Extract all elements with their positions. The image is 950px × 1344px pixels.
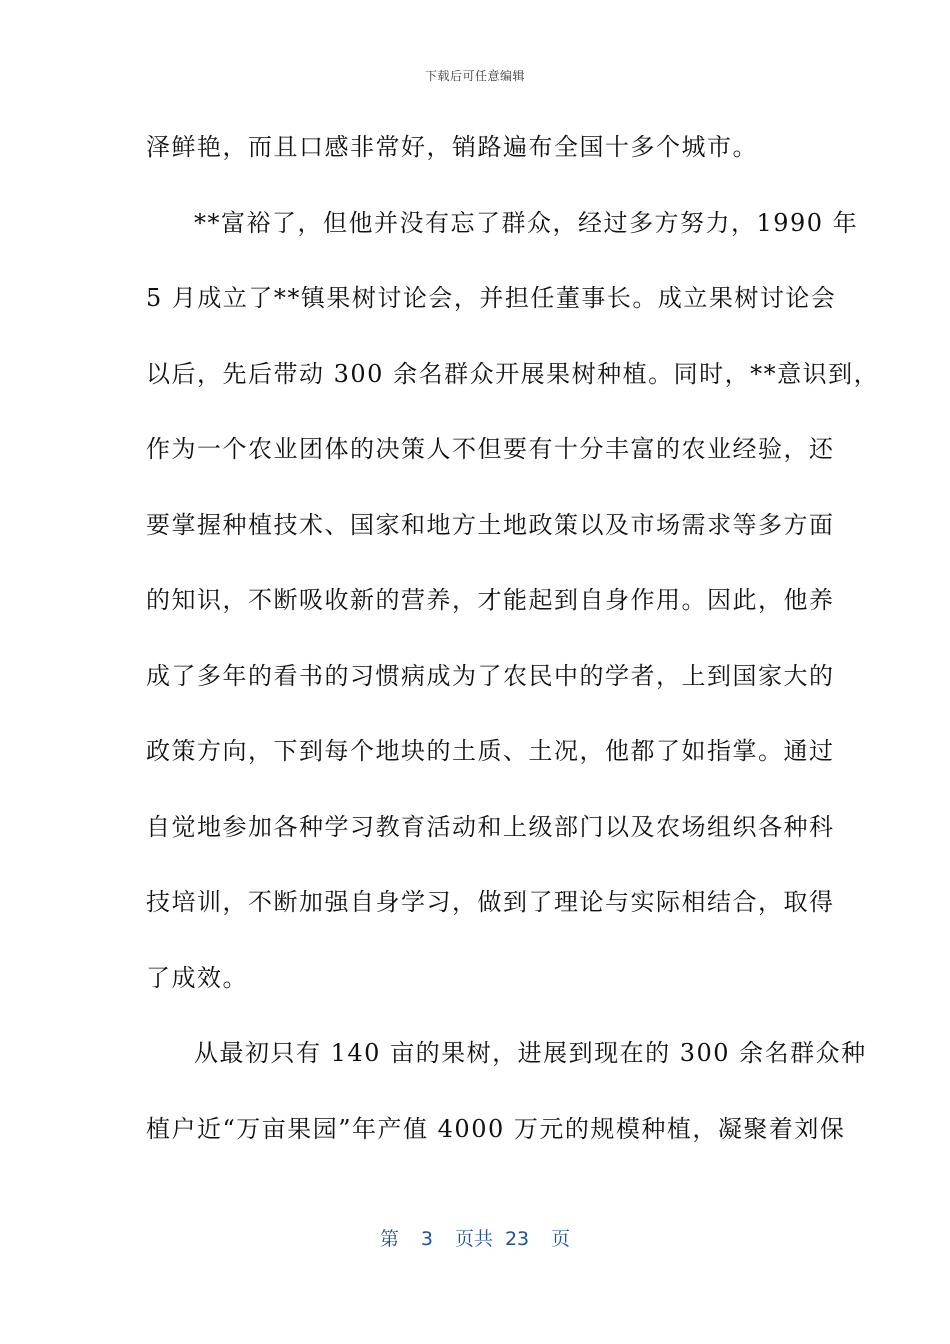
text-line: 作为一个农业团体的决策人不但要有十分丰富的农业经验，还 [146, 435, 835, 463]
text-line: **富裕了，但他并没有忘了群众，经过多方努力，1990 年 [194, 208, 859, 237]
text-line: 了成效。 [146, 963, 248, 992]
text-line: 技培训，不断加强自身学习，做到了理论与实际相结合，取得 [146, 888, 835, 916]
page-label-prefix: 第 [379, 1228, 399, 1250]
text-line: 成了多年的看书的习惯病成为了农民中的学者，上到国家大的 [146, 661, 835, 690]
total-pages: 23 [504, 1228, 530, 1250]
text-line: 以后，先后带动 300 余名群众开展果树种植。同时，**意识到， [146, 359, 880, 388]
text-line: 5 月成立了**镇果树讨论会，并担任董事长。成立果树讨论会 [146, 284, 837, 312]
text-line: 植户近“万亩果园”年产值 4000 万元的规模种植，凝聚着刘保 [146, 1114, 846, 1143]
text-line: 泽鲜艳，而且口感非常好，销路遍布全国十多个城市。 [146, 133, 758, 161]
page-footer [0, 1224, 950, 1251]
text-line: 的知识，不断吸收新的营养，才能起到自身作用。因此，他养 [146, 586, 835, 614]
text-line: 政策方向，下到每个地块的土质、土况，他都了如指掌。通过 [146, 737, 835, 765]
text-line: 从最初只有 140 亩的果树，进展到现在的 300 余名群众种 [194, 1039, 867, 1067]
page-label-suffix: 页 [551, 1228, 571, 1250]
text-line: 要掌握种植技术、国家和地方土地政策以及市场需求等多方面 [146, 510, 835, 539]
document-body [146, 110, 880, 1167]
header-note: 下载后可任意编辑 [424, 69, 525, 83]
text-line: 自觉地参加各种学习教育活动和上级部门以及农场组织各种科 [146, 812, 835, 841]
page-number: 3 [420, 1228, 433, 1250]
page-label-mid: 页共 [454, 1228, 493, 1250]
